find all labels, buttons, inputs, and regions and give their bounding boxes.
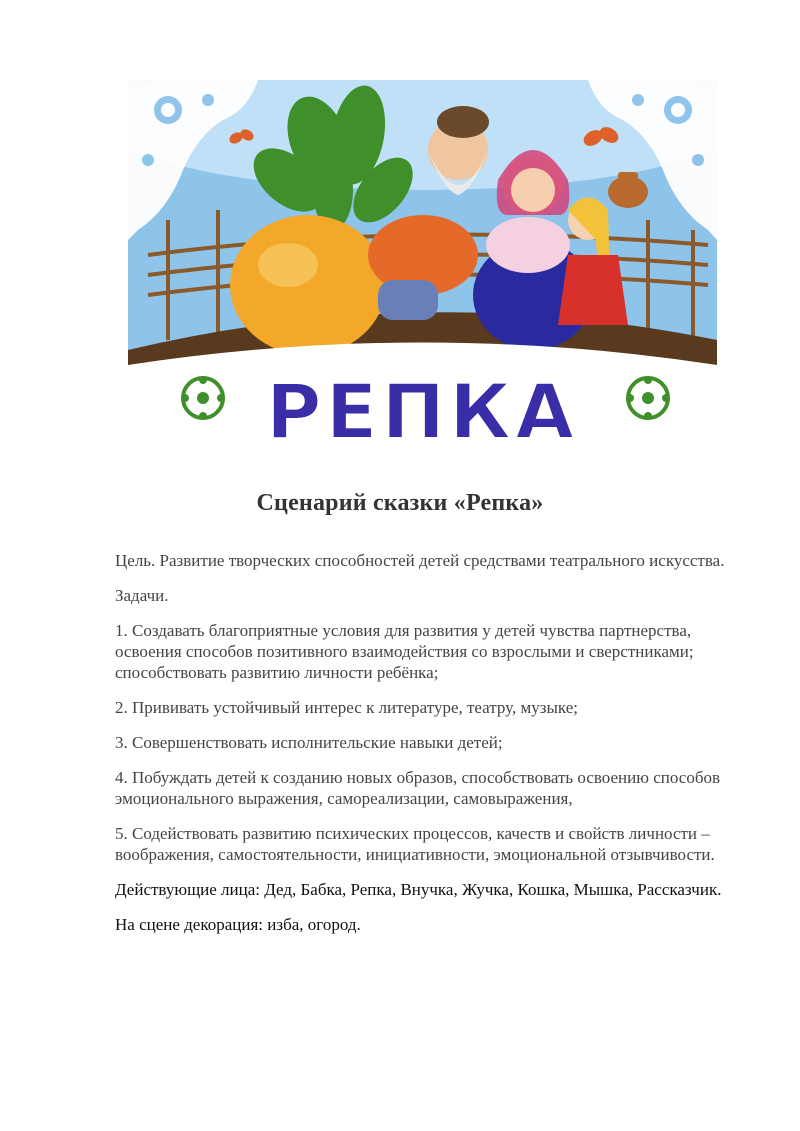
task-item-1: 1. Создавать благоприятные условия для развития у детей чувства партнерства, освоения способов позитивного взаимодействия со взрослыми и сверстниками; способствовать развитию личности ребёнка; <box>115 621 694 682</box>
document-body <box>115 550 755 949</box>
task-item-5: 5. Содействовать развитию психических процессов, качеств и свойств личности – воображения, самостоятельности, инициативности, эмоциональной отзывчивости. <box>115 824 715 864</box>
turnip <box>230 215 386 355</box>
repka-illustration <box>128 80 717 440</box>
task-item-4: 4. Побуждать детей к созданию новых образов, способствовать освоению способов эмоционального выражения, самореализации, самовыражения, <box>115 768 720 808</box>
characters-paragraph: Действующие лица: Дед, Бабка, Репка, Внучка, Жучка, Кошка, Мышка, Рассказчик. <box>115 880 722 899</box>
tasks-heading: Задачи. <box>115 586 169 605</box>
scenery-paragraph: На сцене декорация: изба, огород. <box>115 915 361 934</box>
flower-ornament-left <box>181 376 225 420</box>
document-title: Сценарий сказки «Репка» <box>256 490 544 516</box>
flower-ornament-right <box>626 376 670 420</box>
repka-logo-text: РЕПКА <box>265 367 579 440</box>
task-item-2: 2. Прививать устойчивый интерес к литературе, театру, музыке; <box>115 698 578 717</box>
task-item-3: 3. Совершенствовать исполнительские навыки детей; <box>115 733 503 752</box>
goal-paragraph: Цель. Развитие творческих способностей детей средствами театрального искусства. <box>115 551 725 570</box>
